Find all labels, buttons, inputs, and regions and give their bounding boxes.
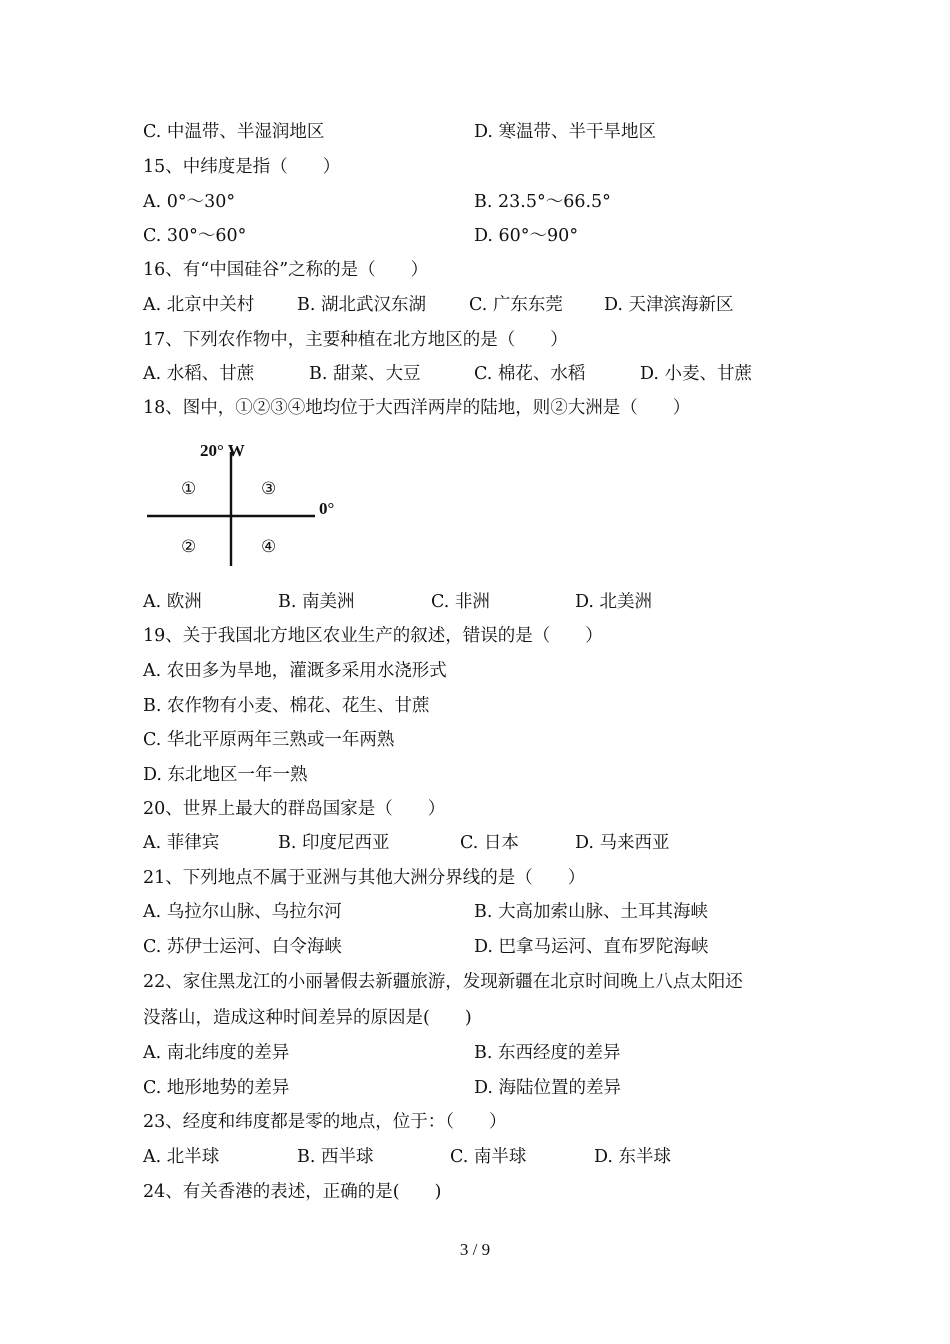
q17-option-b: B. 甜菜、大豆 (309, 364, 421, 384)
q16-option-a: A. 北京中关村 (143, 295, 255, 315)
q22-option-a: A. 南北纬度的差异 (143, 1043, 290, 1063)
quadrant-map-figure (143, 436, 363, 570)
q17-option-d: D. 小麦、甘蔗 (640, 364, 753, 384)
q17-stem: 17、下列农作物中，主要种植在北方地区的是（ ） (143, 330, 568, 350)
figure-right-label: 0° (319, 499, 335, 518)
q18-option-d: D. 北美洲 (575, 592, 653, 612)
q14-option-c: C. 中温带、半湿润地区 (143, 122, 325, 142)
q18-option-a: A. 欧洲 (143, 592, 202, 612)
quadrant-2-label: ② (181, 537, 197, 557)
q15-option-b: B. 23.5°～66.5° (474, 192, 611, 212)
q18-stem: 18、图中，①②③④地均位于大西洋两岸的陆地，则②大洲是（ ） (143, 398, 691, 418)
figure-top-label: 20° W (200, 441, 245, 460)
q21-option-d: D. 巴拿马运河、直布罗陀海峡 (474, 937, 709, 957)
q23-stem: 23、经度和纬度都是零的地点，位于：（ ） (143, 1112, 507, 1132)
q19-option-b: B. 农作物有小麦、棉花、花生、甘蔗 (143, 696, 430, 716)
page-number: 3 / 9 (459, 1240, 491, 1259)
q15-stem: 15、中纬度是指（ ） (143, 157, 341, 177)
q22-option-c: C. 地形地势的差异 (143, 1078, 290, 1098)
q21-option-c: C. 苏伊士运河、白令海峡 (143, 937, 342, 957)
q20-stem: 20、世界上最大的群岛国家是（ ） (143, 799, 446, 819)
q22-stem-line-2: 没落山，造成这种时间差异的原因是( ) (143, 1008, 472, 1028)
q23-option-c: C. 南半球 (450, 1147, 527, 1167)
q23-option-b: B. 西半球 (297, 1147, 374, 1167)
q20-option-d: D. 马来西亚 (575, 833, 670, 853)
q16-stem: 16、有“中国硅谷”之称的是（ ） (143, 260, 429, 280)
q15-option-c: C. 30°～60° (143, 226, 247, 246)
q19-stem: 19、关于我国北方地区农业生产的叙述，错误的是（ ） (143, 626, 603, 646)
q19-option-c: C. 华北平原两年三熟或一年两熟 (143, 730, 395, 750)
q17-option-a: A. 水稻、甘蔗 (143, 364, 255, 384)
q16-option-b: B. 湖北武汉东湖 (297, 295, 426, 315)
q15-option-a: A. 0°～30° (143, 192, 236, 212)
q20-option-c: C. 日本 (460, 833, 519, 853)
q23-option-a: A. 北半球 (143, 1147, 220, 1167)
q17-option-c: C. 棉花、水稻 (474, 364, 586, 384)
q18-option-c: C. 非洲 (431, 592, 490, 612)
q22-option-b: B. 东西经度的差异 (474, 1043, 621, 1063)
q19-option-d: D. 东北地区一年一熟 (143, 765, 308, 785)
quadrant-3-label: ③ (261, 479, 277, 499)
q15-option-d: D. 60°～90° (474, 226, 579, 246)
q22-stem-line-1: 22、家住黑龙江的小丽暑假去新疆旅游，发现新疆在北京时间晚上八点太阳还 (143, 972, 743, 992)
q14-option-d: D. 寒温带、半干旱地区 (474, 122, 657, 142)
q21-option-a: A. 乌拉尔山脉、乌拉尔河 (143, 902, 342, 922)
q20-option-a: A. 菲律宾 (143, 833, 220, 853)
q22-option-d: D. 海陆位置的差异 (474, 1078, 622, 1098)
q23-option-d: D. 东半球 (594, 1147, 672, 1167)
q18-option-b: B. 南美洲 (278, 592, 355, 612)
q16-option-d: D. 天津滨海新区 (604, 295, 734, 315)
q20-option-b: B. 印度尼西亚 (278, 833, 390, 853)
quadrant-4-label: ④ (261, 537, 277, 557)
quadrant-1-label: ① (181, 479, 197, 499)
q19-option-a: A. 农田多为旱地，灌溉多采用水浇形式 (143, 661, 447, 681)
q24-stem: 24、有关香港的表述，正确的是( ) (143, 1182, 442, 1202)
q16-option-c: C. 广东东莞 (469, 295, 563, 315)
q21-option-b: B. 大高加索山脉、土耳其海峡 (474, 902, 708, 922)
q21-stem: 21、下列地点不属于亚洲与其他大洲分界线的是（ ） (143, 868, 586, 888)
